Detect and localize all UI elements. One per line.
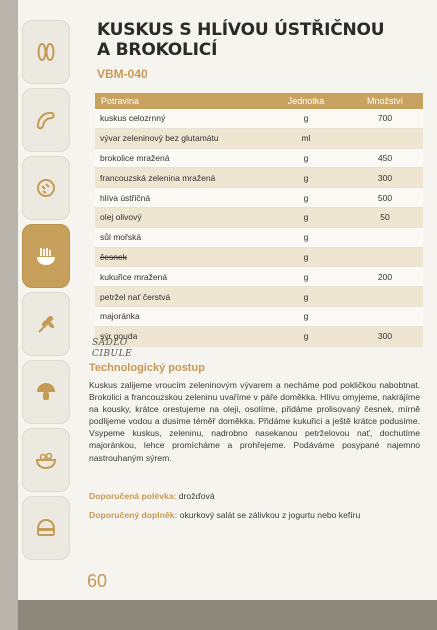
handwritten-note-onion: CIBULE <box>92 349 133 359</box>
soup-value: drožďová <box>178 491 215 501</box>
mushroom-icon <box>34 380 58 404</box>
header-quantity: Množství <box>347 93 423 109</box>
ingredient-name: kukuřice mražená <box>95 267 265 287</box>
side-value: okurkový salát se zálivkou z jogurtu nebo kefíru <box>179 510 361 520</box>
recommended-side <box>89 510 360 520</box>
ingredient-qty <box>347 128 423 148</box>
bread-icon <box>34 176 58 200</box>
salad-bowl-icon <box>34 448 58 472</box>
ingredient-unit: g <box>265 306 347 326</box>
tab-salads[interactable] <box>22 428 70 492</box>
tab-mushrooms[interactable] <box>22 360 70 424</box>
ingredient-qty: 300 <box>347 326 423 346</box>
table-row <box>95 267 423 287</box>
ingredient-qty: 450 <box>347 148 423 168</box>
header-unit: Jednotka <box>265 93 347 109</box>
table-row <box>95 188 423 208</box>
ingredient-unit: ml <box>265 128 347 148</box>
ingredient-name: petržel nať čerstvá <box>95 287 265 307</box>
ingredient-name-struck: česnek <box>95 247 265 267</box>
side-label: Doporučený doplněk: <box>89 510 178 520</box>
ingredient-unit: g <box>265 326 347 346</box>
ingredient-unit: g <box>265 247 347 267</box>
scan-bottom-edge <box>18 600 437 630</box>
ingredient-name: sýr gouda <box>95 326 265 346</box>
ingredient-unit: g <box>265 168 347 188</box>
sausage-icon <box>34 108 58 132</box>
ingredient-name: majoránka <box>95 306 265 326</box>
table-row <box>95 148 423 168</box>
tab-main-dishes[interactable] <box>22 224 70 288</box>
ingredient-unit: g <box>265 227 347 247</box>
ingredient-qty: 200 <box>347 267 423 287</box>
ingredient-qty: 700 <box>347 109 423 128</box>
tab-meat[interactable] <box>22 88 70 152</box>
handwritten-note-lard: SÁDLO <box>92 338 128 348</box>
ingredient-qty <box>347 227 423 247</box>
table-row <box>95 326 423 346</box>
ingredient-name: kuskus celozrnný <box>95 109 265 128</box>
recipe-title-line2: A BROKOLICÍ <box>97 40 218 60</box>
table-row <box>95 128 423 148</box>
ingredient-unit: g <box>265 207 347 227</box>
recipe-title-line1: KUSKUS S HLÍVOU ÚSTŘIČNOU <box>97 20 385 40</box>
table-row <box>95 306 423 326</box>
ingredient-name: vývar zeleninový bez glutamátu <box>95 128 265 148</box>
table-row <box>95 168 423 188</box>
table-header-row <box>95 93 423 109</box>
ingredient-name: brokolice mražená <box>95 148 265 168</box>
ingredient-unit: g <box>265 109 347 128</box>
ingredient-unit: g <box>265 267 347 287</box>
noodles-icon <box>34 244 58 268</box>
ingredient-qty: 500 <box>347 188 423 208</box>
table-row <box>95 247 423 267</box>
soup-label: Doporučená polévka: <box>89 491 177 501</box>
ingredient-qty <box>347 306 423 326</box>
table-row <box>95 109 423 128</box>
procedure-text: Kuskus zalijeme vroucím zeleninovým vývarem a necháme pod pokličkou nabobtnat. Brokolici a francouzskou zeleninu uvaříme v páře doměkka. Hlívu omyjeme, nakrájíme na kousky, krátce orestujeme na oleji, osolíme, přidáme prolisovaný česnek, mírně podlijeme vodou a dusíme téměř doměkka. Přidáme kukuřici a ještě krátce podusíme. Vsypeme kuskus, zeleninu, nadrobno nasekanou petrželovou nať, dochutíme majoránkou, lehce promícháme a prohřejeme. Podáváme posypané najemno nastrouhaným sýrem. <box>89 380 420 463</box>
ingredient-qty <box>347 287 423 307</box>
ingredients-table <box>95 93 423 347</box>
dessert-icon <box>34 516 58 540</box>
ingredient-qty: 300 <box>347 168 423 188</box>
ingredient-qty: 50 <box>347 207 423 227</box>
grain-icon <box>34 40 58 64</box>
tab-bakery[interactable] <box>22 156 70 220</box>
wheat-icon <box>34 312 58 336</box>
category-sidebar <box>22 20 70 562</box>
ingredient-name: hlíva ústřičná <box>95 188 265 208</box>
tab-desserts[interactable] <box>22 496 70 560</box>
table-row <box>95 227 423 247</box>
ingredient-qty <box>347 247 423 267</box>
page-number: 60 <box>87 571 108 591</box>
tab-cereals[interactable] <box>22 292 70 356</box>
table-row <box>95 287 423 307</box>
tab-grains[interactable] <box>22 20 70 84</box>
ingredient-name: olej olivový <box>95 207 265 227</box>
recipe-title <box>97 20 417 60</box>
ingredient-unit: g <box>265 148 347 168</box>
ingredient-unit: g <box>265 287 347 307</box>
ingredient-name: sůl mořská <box>95 227 265 247</box>
procedure-heading: Technologický postup <box>89 362 205 374</box>
recommended-soup <box>89 491 215 501</box>
header-food: Potravina <box>95 93 265 109</box>
table-row <box>95 207 423 227</box>
recipe-code: VBM-040 <box>97 67 148 81</box>
ingredient-unit: g <box>265 188 347 208</box>
ingredient-name: francouzská zelenina mražená <box>95 168 265 188</box>
